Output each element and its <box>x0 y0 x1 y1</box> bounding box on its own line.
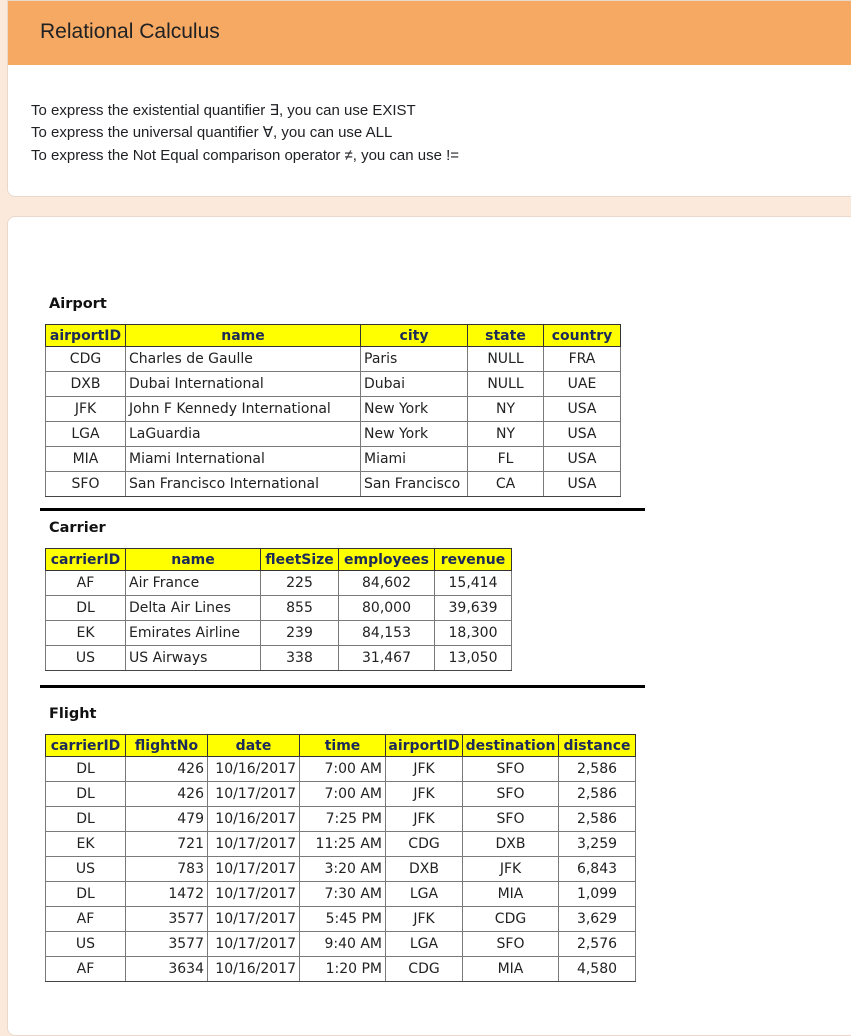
instruction-line: To express the universal quantifier ∀, you can use ALL <box>31 124 393 142</box>
table-cell: USA <box>544 447 621 472</box>
table-cell: 3634 <box>126 957 208 982</box>
table-cell: Emirates Airline <box>126 621 261 646</box>
table-cell: SFO <box>463 782 559 807</box>
table-cell: 1:20 PM <box>300 957 386 982</box>
table-cell: USA <box>544 422 621 447</box>
carrier-table <box>45 548 512 671</box>
column-header: distance <box>559 735 636 757</box>
table-cell: 1,099 <box>559 882 636 907</box>
table-header-row <box>46 325 621 347</box>
table-cell: New York <box>361 397 468 422</box>
table-cell: 783 <box>126 857 208 882</box>
table-cell: 10/17/2017 <box>208 932 300 957</box>
table-cell: CDG <box>386 957 463 982</box>
description-card <box>7 0 851 197</box>
table-cell: 239 <box>261 621 339 646</box>
table-cell: UAE <box>544 372 621 397</box>
table-cell: DXB <box>386 857 463 882</box>
column-header: carrierID <box>46 549 126 571</box>
carrier-table-label: Carrier <box>49 520 106 536</box>
table-cell: LGA <box>386 932 463 957</box>
column-header: destination <box>463 735 559 757</box>
table-row <box>46 807 636 832</box>
table-cell: MIA <box>463 882 559 907</box>
table-cell: 479 <box>126 807 208 832</box>
flight-table-label: Flight <box>49 706 97 722</box>
instruction-line: To express the Not Equal comparison operator ≠, you can use != <box>31 146 460 164</box>
table-cell: EK <box>46 621 126 646</box>
table-cell: 225 <box>261 571 339 596</box>
table-cell: 4,580 <box>559 957 636 982</box>
table-cell: LGA <box>386 882 463 907</box>
table-cell: John F Kennedy International <box>126 397 361 422</box>
table-cell: San Francisco <box>361 472 468 497</box>
table-cell: FL <box>468 447 544 472</box>
column-header: employees <box>339 549 435 571</box>
table-cell: 15,414 <box>435 571 512 596</box>
table-cell: 18,300 <box>435 621 512 646</box>
table-row <box>46 571 512 596</box>
table-cell: MIA <box>463 957 559 982</box>
table-cell: 6,843 <box>559 857 636 882</box>
table-cell: 84,602 <box>339 571 435 596</box>
table-cell: 7:30 AM <box>300 882 386 907</box>
table-cell: 855 <box>261 596 339 621</box>
table-cell: DL <box>46 782 126 807</box>
table-cell: SFO <box>463 807 559 832</box>
table-cell: 3,259 <box>559 832 636 857</box>
instructions <box>31 100 459 167</box>
table-cell: NY <box>468 422 544 447</box>
table-cell: USA <box>544 397 621 422</box>
column-header: date <box>208 735 300 757</box>
table-cell: 13,050 <box>435 646 512 671</box>
table-cell: SFO <box>463 932 559 957</box>
table-cell: 10/17/2017 <box>208 857 300 882</box>
divider <box>40 508 645 511</box>
table-cell: 426 <box>126 782 208 807</box>
table-cell: MIA <box>46 447 126 472</box>
table-cell: 10/17/2017 <box>208 832 300 857</box>
airport-table <box>45 324 621 497</box>
table-cell: 10/16/2017 <box>208 957 300 982</box>
page-title: Relational Calculus <box>40 20 220 43</box>
column-header: name <box>126 325 361 347</box>
table-cell: DL <box>46 807 126 832</box>
table-cell: 7:00 AM <box>300 757 386 782</box>
table-cell: 7:00 AM <box>300 782 386 807</box>
table-cell: 2,586 <box>559 807 636 832</box>
table-cell: FRA <box>544 347 621 372</box>
flight-table <box>45 734 636 982</box>
table-cell: DL <box>46 596 126 621</box>
table-cell: 84,153 <box>339 621 435 646</box>
table-cell: Dubai <box>361 372 468 397</box>
table-cell: Miami International <box>126 447 361 472</box>
table-cell: Delta Air Lines <box>126 596 261 621</box>
table-cell: 3,629 <box>559 907 636 932</box>
table-cell: US <box>46 646 126 671</box>
table-cell: 3:20 AM <box>300 857 386 882</box>
table-cell: Miami <box>361 447 468 472</box>
table-cell: JFK <box>386 807 463 832</box>
table-cell: EK <box>46 832 126 857</box>
table-row <box>46 757 636 782</box>
table-cell: NULL <box>468 372 544 397</box>
table-row <box>46 447 621 472</box>
table-cell: DXB <box>463 832 559 857</box>
table-cell: 338 <box>261 646 339 671</box>
column-header: time <box>300 735 386 757</box>
table-cell: AF <box>46 957 126 982</box>
table-row <box>46 882 636 907</box>
table-cell: LaGuardia <box>126 422 361 447</box>
column-header: state <box>468 325 544 347</box>
table-cell: 3577 <box>126 932 208 957</box>
table-cell: AF <box>46 907 126 932</box>
table-cell: SFO <box>463 757 559 782</box>
table-cell: 31,467 <box>339 646 435 671</box>
column-header: fleetSize <box>261 549 339 571</box>
header-bar <box>8 1 851 65</box>
table-cell: 5:45 PM <box>300 907 386 932</box>
table-cell: 11:25 AM <box>300 832 386 857</box>
instruction-line: To express the existential quantifier ∃, you can use EXIST <box>31 102 416 119</box>
table-cell: Dubai International <box>126 372 361 397</box>
table-row <box>46 397 621 422</box>
table-cell: 9:40 AM <box>300 932 386 957</box>
table-cell: 39,639 <box>435 596 512 621</box>
table-row <box>46 372 621 397</box>
column-header: city <box>361 325 468 347</box>
column-header: name <box>126 549 261 571</box>
table-cell: JFK <box>386 907 463 932</box>
table-cell: 7:25 PM <box>300 807 386 832</box>
table-cell: 10/17/2017 <box>208 782 300 807</box>
table-row <box>46 596 512 621</box>
table-cell: NULL <box>468 347 544 372</box>
table-cell: 2,586 <box>559 782 636 807</box>
table-row <box>46 857 636 882</box>
table-cell: NY <box>468 397 544 422</box>
column-header: revenue <box>435 549 512 571</box>
table-cell: USA <box>544 472 621 497</box>
table-cell: 10/16/2017 <box>208 807 300 832</box>
table-cell: 2,576 <box>559 932 636 957</box>
table-cell: JFK <box>386 782 463 807</box>
table-row <box>46 347 621 372</box>
table-row <box>46 932 636 957</box>
table-row <box>46 782 636 807</box>
table-row <box>46 646 512 671</box>
airport-table-label: Airport <box>49 296 107 312</box>
table-cell: Charles de Gaulle <box>126 347 361 372</box>
table-cell: 3577 <box>126 907 208 932</box>
table-cell: JFK <box>386 757 463 782</box>
table-cell: Paris <box>361 347 468 372</box>
table-cell: DL <box>46 882 126 907</box>
table-row <box>46 422 621 447</box>
table-cell: DXB <box>46 372 126 397</box>
table-cell: LGA <box>46 422 126 447</box>
table-row <box>46 907 636 932</box>
table-cell: US <box>46 857 126 882</box>
table-cell: US <box>46 932 126 957</box>
table-header-row <box>46 735 636 757</box>
table-cell: Air France <box>126 571 261 596</box>
table-cell: San Francisco International <box>126 472 361 497</box>
table-cell: New York <box>361 422 468 447</box>
column-header: country <box>544 325 621 347</box>
table-cell: JFK <box>463 857 559 882</box>
table-cell: 1472 <box>126 882 208 907</box>
table-cell: SFO <box>46 472 126 497</box>
table-cell: 10/17/2017 <box>208 882 300 907</box>
column-header: airportID <box>46 325 126 347</box>
table-cell: JFK <box>46 397 126 422</box>
table-cell: 80,000 <box>339 596 435 621</box>
table-cell: CDG <box>46 347 126 372</box>
table-row <box>46 957 636 982</box>
table-cell: DL <box>46 757 126 782</box>
table-cell: 426 <box>126 757 208 782</box>
table-cell: AF <box>46 571 126 596</box>
table-cell: 2,586 <box>559 757 636 782</box>
table-row <box>46 621 512 646</box>
table-cell: CA <box>468 472 544 497</box>
table-cell: CDG <box>386 832 463 857</box>
column-header: airportID <box>386 735 463 757</box>
table-cell: 721 <box>126 832 208 857</box>
table-cell: 10/16/2017 <box>208 757 300 782</box>
table-row <box>46 472 621 497</box>
table-cell: US Airways <box>126 646 261 671</box>
column-header: carrierID <box>46 735 126 757</box>
divider <box>40 685 645 688</box>
table-cell: CDG <box>463 907 559 932</box>
column-header: flightNo <box>126 735 208 757</box>
table-cell: 10/17/2017 <box>208 907 300 932</box>
table-row <box>46 832 636 857</box>
table-header-row <box>46 549 512 571</box>
